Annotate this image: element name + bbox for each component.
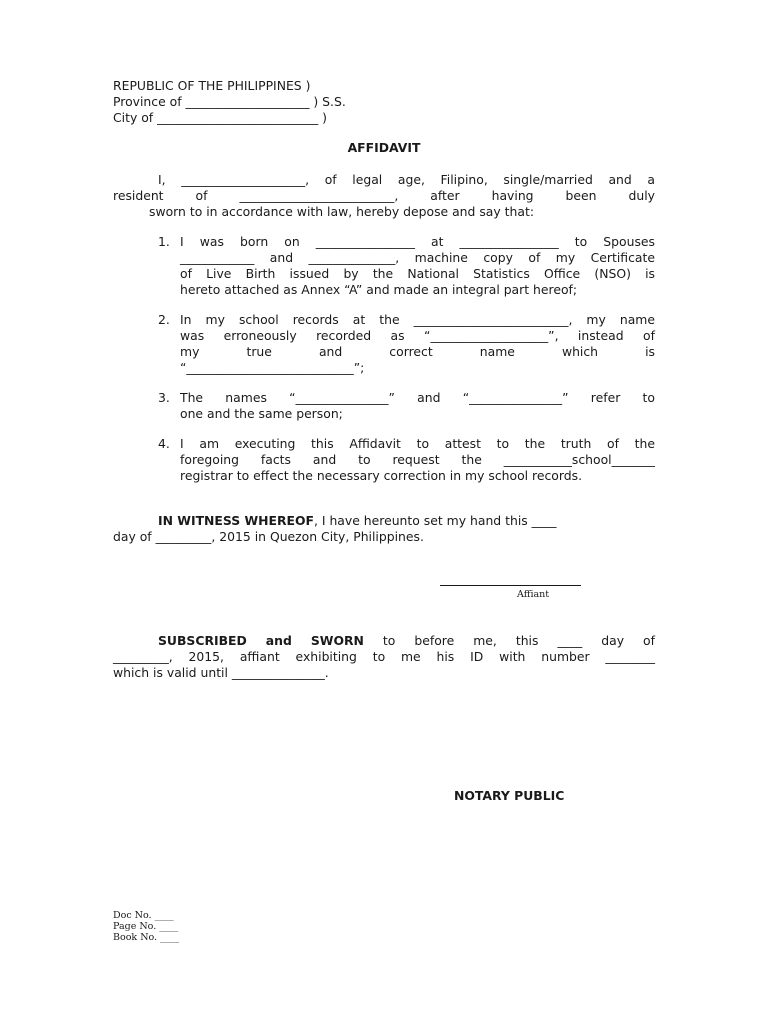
affiant-label: Affiant [517, 589, 550, 600]
header-republic: REPUBLIC OF THE PHILIPPINES ) [113, 78, 311, 93]
item-4-line: I am executing this Affidavit to attest to the truth of the [180, 436, 655, 451]
book-no: Book No. ____ [113, 932, 180, 943]
doc-no: Doc No. ____ [113, 910, 174, 921]
witness-rest: , I have hereunto set my hand this ____ [313, 513, 557, 528]
notary-public-label: NOTARY PUBLIC [454, 788, 565, 803]
witness-line-1 [158, 513, 556, 529]
item-1-line: of Live Birth issued by the National Statistics Office (NSO) is [180, 266, 655, 281]
item-number: 4. [158, 436, 170, 451]
item-number: 1. [158, 234, 170, 249]
affiant-signature-line [440, 585, 581, 586]
sworn-bold: SWORN [310, 633, 364, 648]
intro-line-3: sworn to in accordance with law, hereby depose and say that: [149, 204, 534, 219]
intro-line-1: I, ____________________, of legal age, Filipino, single/married and a [158, 172, 655, 187]
item-2-line: In my school records at the _________________________, my name [180, 312, 655, 327]
subscribed-line-3: which is valid until _______________. [113, 665, 329, 680]
header-province: Province of ____________________ ) S.S. [113, 94, 346, 109]
item-3-last-line: one and the same person; [180, 406, 343, 421]
item-4-last-line: registrar to effect the necessary correction in my school records. [180, 468, 583, 483]
item-1-line: I was born on ________________ at ________________ to Spouses [180, 234, 655, 249]
subscribed-line-2: _________, 2015, affiant exhibiting to me his ID with number ________ [113, 649, 655, 664]
item-2-line: my true and correct name which is [180, 344, 655, 359]
item-2-line: was erroneously recorded as “___________________”, instead of [180, 328, 655, 343]
intro-line-2: resident of _________________________, after having been duly [113, 188, 655, 203]
item-number: 3. [158, 390, 170, 405]
subscribed-line-1 [158, 633, 655, 649]
item-number: 2. [158, 312, 170, 327]
witness-line-2: day of _________, 2015 in Quezon City, Philippines. [113, 529, 424, 544]
header-city: City of __________________________ ) [113, 110, 327, 125]
item-1-line: ____________ and ______________, machine copy of my Certificate [180, 250, 655, 265]
document-title: AFFIDAVIT [347, 140, 421, 155]
item-2-last-line: “___________________________”; [180, 360, 365, 375]
subscribed-bold: SUBSCRIBED [158, 633, 247, 648]
witness-bold: IN WITNESS WHEREOF [158, 513, 314, 528]
item-1-last-line: hereto attached as Annex “A” and made an integral part hereof; [180, 282, 578, 297]
subscribed-and: and [265, 633, 292, 648]
subscribed-rest: to before me, this ____ day of [382, 633, 655, 648]
item-3-line: The names “_______________” and “_______________” refer to [180, 390, 655, 405]
item-4-line: foregoing facts and to request the ___________school_______ [180, 452, 655, 467]
page-no: Page No. ____ [113, 921, 179, 932]
